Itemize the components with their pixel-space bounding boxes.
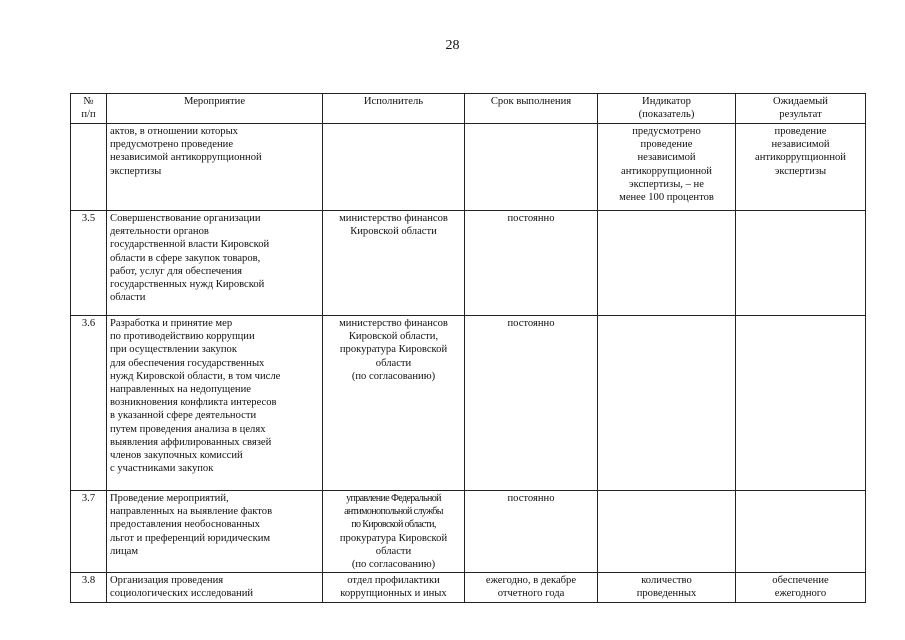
header-deadline: Срок выполнения [465,94,598,124]
row-event: Проведение мероприятий, направленных на выявление фактов предоставления необоснованных льгот и преференций юридическим лицам [107,491,323,573]
row-result: проведение независимой антикоррупционной экспертизы [736,124,866,211]
row-num: 3.5 [71,211,107,316]
table-row [71,491,866,573]
row-deadline: постоянно [465,316,598,491]
row-executor [323,124,465,211]
row-num [71,124,107,211]
row-executor: управление Федеральной антимонопольной службы по Кировской области, прокуратура Кировской области (по согласованию) [323,491,465,573]
table-row [71,211,866,316]
table-row [71,316,866,491]
row-num: 3.7 [71,491,107,573]
header-num: № п/п [71,94,107,124]
row-result: обеспечение ежегодного [736,573,866,603]
row-deadline [465,124,598,211]
row-num: 3.8 [71,573,107,603]
page-number: 28 [445,38,460,53]
header-executor: Исполнитель [323,94,465,124]
table-row [71,573,866,603]
row-indicator [598,491,736,573]
row-executor: отдел профилактики коррупционных и иных [323,573,465,603]
row-deadline: постоянно [465,211,598,316]
row-event: Организация проведения социологических исследований [107,573,323,603]
row-indicator: количество проведенных [598,573,736,603]
plan-table [70,93,866,603]
row-indicator [598,211,736,316]
header-row [71,94,866,124]
row-executor: министерство финансов Кировской области, прокуратура Кировской области (по согласованию) [323,316,465,491]
row-event: Совершенствование организации деятельности органов государственной власти Кировской области в сфере закупок товаров, работ, услуг для обеспечения государственных нужд Кировской области [107,211,323,316]
row-result [736,316,866,491]
row-deadline: постоянно [465,491,598,573]
row-result [736,491,866,573]
header-event: Мероприятие [107,94,323,124]
header-result: Ожидаемый результат [736,94,866,124]
row-indicator [598,316,736,491]
row-deadline: ежегодно, в декабре отчетного года [465,573,598,603]
row-event: Разработка и принятие мер по противодействию коррупции при осуществлении закупок для обеспечения государственных нужд Кировской области, в том числе направленных на недопущение возникновения конфликта интересов в указанной сфере деятельности путем проведения анализа в целях выявления аффилированных связей членов закупочных комиссий с участниками закупок [107,316,323,491]
row-indicator: предусмотрено проведение независимой антикоррупционной экспертизы, – не менее 100 процентов [598,124,736,211]
row-event: актов, в отношении которых предусмотрено проведение независимой антикоррупционной экспертизы [107,124,323,211]
header-indicator: Индикатор (показатель) [598,94,736,124]
row-executor: министерство финансов Кировской области [323,211,465,316]
table-row [71,124,866,211]
row-num: 3.6 [71,316,107,491]
row-result [736,211,866,316]
